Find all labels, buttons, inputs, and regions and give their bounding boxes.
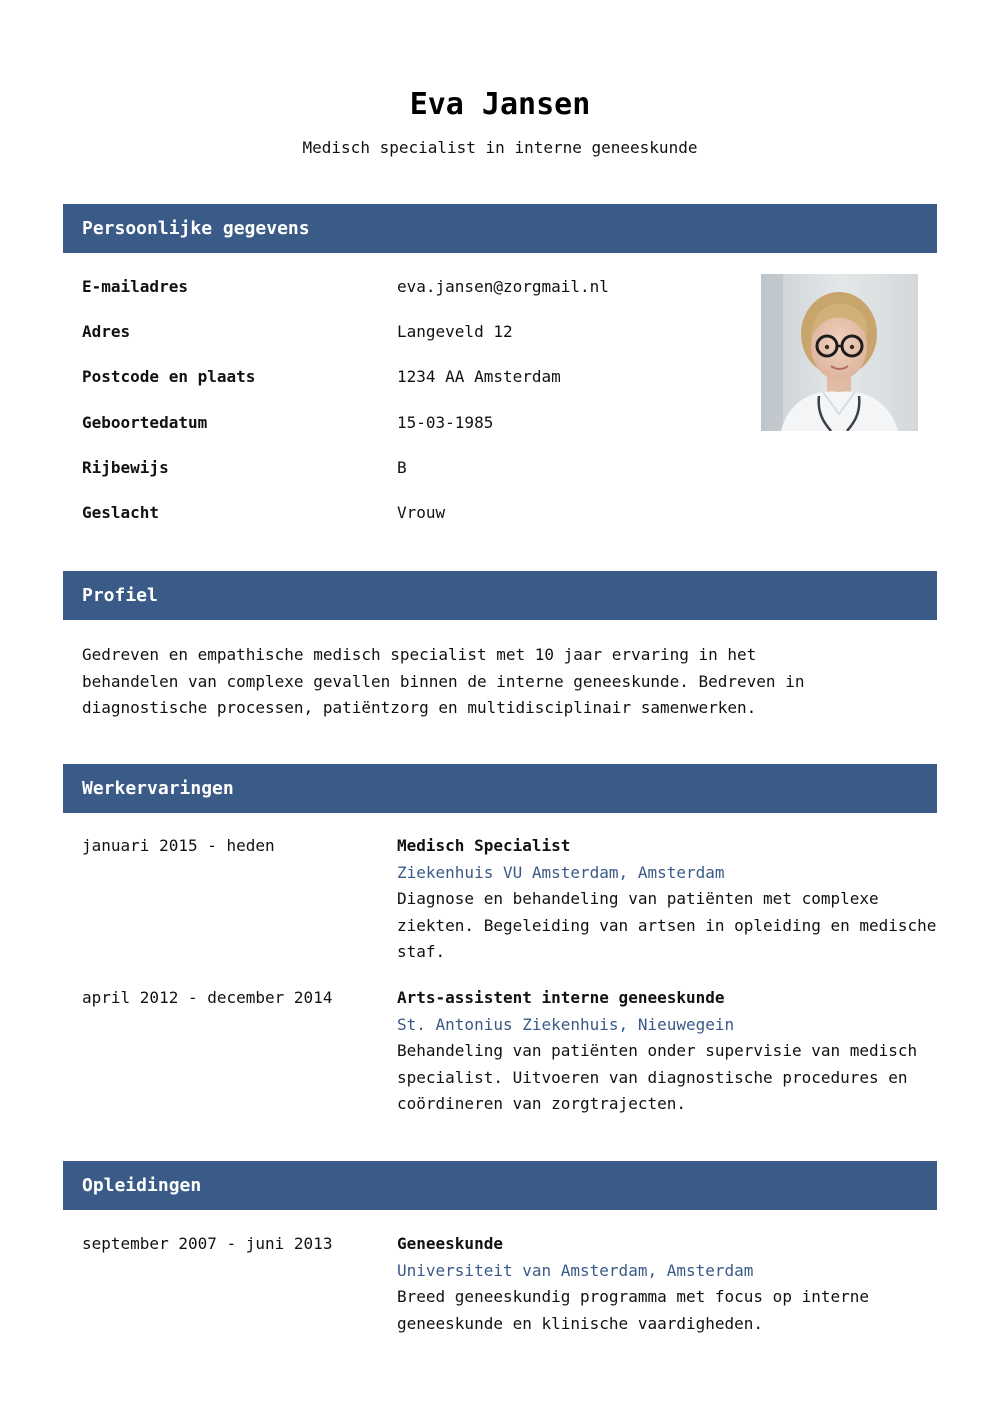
section-header-experience: Werkervaringen (63, 764, 937, 813)
experience-period: april 2012 - december 2014 (82, 988, 333, 1007)
field-value-address: Langeveld 12 (397, 322, 513, 341)
section-header-profile: Profiel (63, 571, 937, 620)
section-header-personal: Persoonlijke gegevens (63, 204, 937, 253)
field-label-gender: Geslacht (82, 503, 160, 522)
experience-description: Behandeling van patiënten onder supervisie van medisch specialist. Uitvoeren van diagnostische procedures en coördineren van zorgtrajecten. (397, 1041, 918, 1113)
person-name: Eva Jansen (409, 87, 591, 122)
field-label-address: Adres (82, 322, 131, 341)
education-entry (397, 1231, 937, 1337)
field-value-postcode: 1234 AA Amsterdam (397, 367, 561, 386)
field-label-postcode: Postcode en plaats (82, 367, 256, 386)
section-header-education: Opleidingen (63, 1161, 937, 1210)
experience-entry (397, 833, 937, 966)
person-subtitle: Medisch specialist in interne geneeskunde (302, 138, 698, 157)
experience-organization: Ziekenhuis VU Amsterdam, Amsterdam (397, 862, 725, 882)
field-value-birthdate: 15-03-1985 (397, 413, 494, 432)
experience-period: januari 2015 - heden (82, 836, 275, 855)
portrait-image (761, 274, 918, 431)
experience-title: Arts-assistent interne geneeskunde (397, 988, 725, 1007)
resume-header (0, 84, 1000, 158)
education-title: Geneeskunde (397, 1234, 503, 1253)
education-period: september 2007 - juni 2013 (82, 1234, 333, 1253)
experience-title: Medisch Specialist (397, 836, 571, 855)
field-value-license: B (397, 458, 407, 477)
field-label-birthdate: Geboortedatum (82, 413, 208, 432)
profile-summary: Gedreven en empathische medisch specialist met 10 jaar ervaring in het behandelen van complexe gevallen binnen de interne geneeskunde. Bedreven in diagnostische processen, patiëntzorg en multidisciplinair samenwerken. (82, 645, 805, 717)
profile-photo (761, 274, 918, 431)
field-label-email: E-mailadres (82, 277, 188, 296)
education-description: Breed geneeskundig programma met focus op interne geneeskunde en klinische vaardigheden. (397, 1287, 870, 1333)
field-value-email: eva.jansen@zorgmail.nl (397, 277, 609, 296)
education-institution: Universiteit van Amsterdam, Amsterdam (397, 1260, 754, 1280)
experience-organization: St. Antonius Ziekenhuis, Nieuwegein (397, 1014, 735, 1034)
experience-description: Diagnose en behandeling van patiënten met complexe ziekten. Begeleiding van artsen in opleiding en medische staf. (397, 889, 937, 961)
field-label-license: Rijbewijs (82, 458, 169, 477)
field-value-gender: Vrouw (397, 503, 446, 522)
experience-entry (397, 985, 937, 1118)
